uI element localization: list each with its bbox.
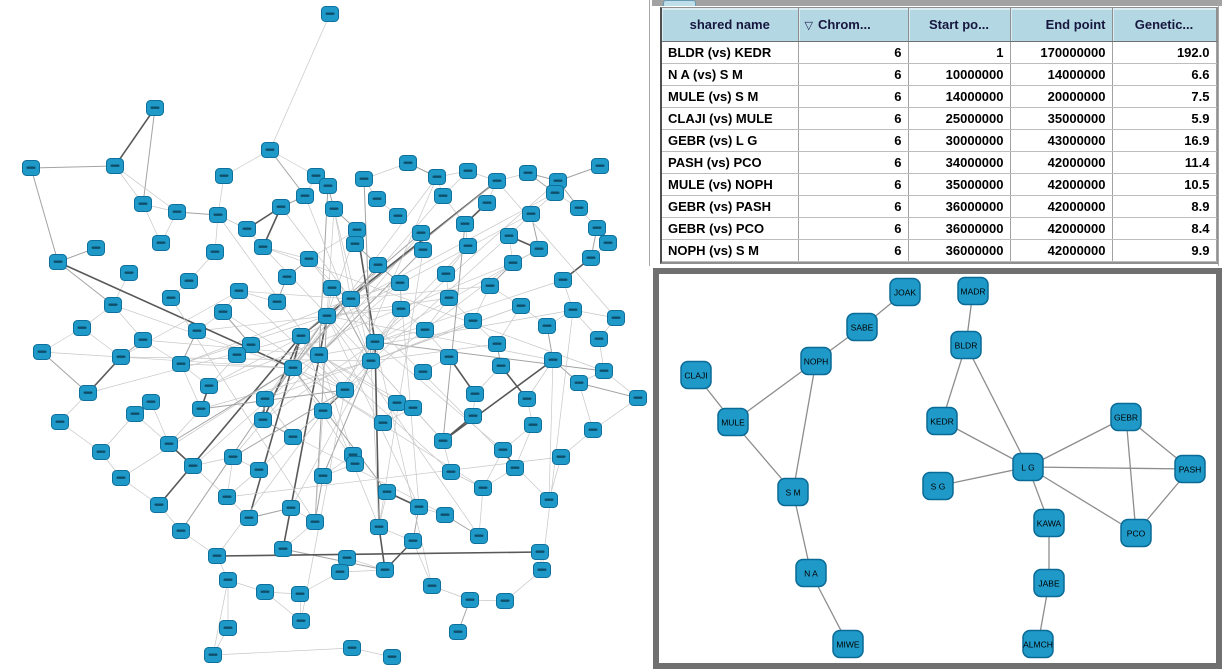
node-label-smudge — [409, 407, 418, 409]
node-label-smudge — [367, 360, 376, 362]
node-label-smudge — [486, 285, 495, 287]
node-label-smudge — [371, 341, 380, 343]
node-label-smudge — [151, 107, 160, 109]
network-edge — [213, 580, 228, 655]
column-header-genetic---[interactable]: Genetic... — [1112, 8, 1216, 42]
node-label-smudge — [360, 178, 369, 180]
node-label-smudge — [439, 440, 448, 442]
node-label-smudge — [499, 449, 508, 451]
table-body — [662, 42, 1216, 262]
node-label-smudge — [189, 465, 198, 467]
node-label-smudge — [301, 195, 310, 197]
network-edge — [542, 310, 573, 570]
node-label-smudge — [428, 585, 437, 587]
node-label-smudge — [97, 451, 106, 453]
network-node-label: MULE — [721, 417, 745, 428]
network-node-label: GEBR — [1113, 412, 1139, 423]
table-cell[interactable]: GEBR (vs) L G — [662, 130, 798, 152]
node-label-smudge — [289, 367, 298, 369]
node-label-smudge — [569, 309, 578, 311]
node-label-smudge — [261, 591, 270, 593]
table-cell[interactable]: MULE (vs) NOPH — [662, 174, 798, 196]
subnetwork-panel[interactable] — [653, 268, 1222, 669]
table-cell[interactable]: 10000000 — [908, 64, 1010, 86]
node-label-smudge — [326, 13, 335, 15]
network-edge — [319, 355, 397, 403]
node-label-smudge — [575, 382, 584, 384]
node-label-smudge — [324, 185, 333, 187]
node-label-smudge — [596, 165, 605, 167]
table-right-border — [1218, 0, 1219, 266]
table-cell[interactable]: 1 — [908, 42, 1010, 64]
node-label-smudge — [394, 215, 403, 217]
edge-attribute-table — [660, 7, 1218, 264]
node-label-smudge — [351, 243, 360, 245]
table-cell[interactable]: PASH (vs) PCO — [662, 152, 798, 174]
network-node-label: MADR — [960, 286, 986, 297]
network-edge — [497, 181, 616, 318]
node-label-smudge — [559, 279, 568, 281]
node-label-smudge — [330, 208, 339, 210]
table-cell[interactable]: 35000000 — [1010, 108, 1112, 130]
node-label-smudge — [125, 272, 134, 274]
node-label-smudge — [475, 535, 484, 537]
table-row[interactable] — [662, 64, 1216, 86]
node-label-smudge — [111, 165, 120, 167]
node-label-smudge — [551, 192, 560, 194]
node-label-smudge — [471, 393, 480, 395]
node-label-smudge — [575, 207, 584, 209]
node-label-smudge — [247, 344, 256, 346]
node-label-smudge — [464, 245, 473, 247]
node-label-smudge — [273, 301, 282, 303]
node-label-smudge — [404, 162, 413, 164]
node-label-smudge — [493, 343, 502, 345]
node-label-smudge — [353, 229, 362, 231]
table-cell[interactable]: 170000000 — [1010, 42, 1112, 64]
node-label-smudge — [524, 172, 533, 174]
table-row[interactable] — [662, 240, 1216, 262]
table-row[interactable] — [662, 196, 1216, 218]
node-label-smudge — [220, 175, 229, 177]
node-label-smudge — [396, 282, 405, 284]
table-cell[interactable]: 14000000 — [908, 86, 1010, 108]
node-label-smudge — [419, 371, 428, 373]
table-row[interactable] — [662, 218, 1216, 240]
table-cell[interactable]: CLAJI (vs) MULE — [662, 108, 798, 130]
column-header-shared-name[interactable]: shared name — [662, 8, 798, 42]
network-edge — [42, 352, 293, 368]
table-cell[interactable]: 43000000 — [1010, 130, 1112, 152]
node-label-smudge — [219, 311, 228, 313]
network-node-label: ALMCH — [1023, 639, 1053, 650]
network-edge — [549, 360, 553, 500]
node-label-smudge — [165, 443, 174, 445]
network-node-label: PASH — [1178, 464, 1202, 475]
node-label-smudge — [213, 555, 222, 557]
table-cell[interactable]: 6 — [798, 86, 908, 108]
node-label-smudge — [38, 351, 47, 353]
node-label-smudge — [177, 363, 186, 365]
table-cell[interactable]: 6 — [798, 42, 908, 64]
node-label-smudge — [289, 436, 298, 438]
table-cell[interactable]: MULE (vs) S M — [662, 86, 798, 108]
node-label-smudge — [117, 477, 126, 479]
node-label-smudge — [379, 422, 388, 424]
node-label-smudge — [209, 654, 218, 656]
table-row[interactable] — [662, 152, 1216, 174]
network-node-label: N A — [804, 568, 818, 579]
node-label-smudge — [483, 202, 492, 204]
node-label-smudge — [235, 290, 244, 292]
table-cell[interactable]: 9.9 — [1112, 240, 1216, 262]
node-label-smudge — [501, 600, 510, 602]
node-label-smudge — [433, 176, 442, 178]
table-cell[interactable]: 42000000 — [1010, 196, 1112, 218]
network-node-label: CLAJI — [684, 370, 708, 381]
node-label-smudge — [554, 180, 563, 182]
table-row[interactable] — [662, 108, 1216, 130]
table-cell[interactable]: 6 — [798, 108, 908, 130]
node-label-smudge — [224, 627, 233, 629]
network-node-label: JOAK — [893, 287, 917, 298]
filter-icon[interactable]: ▽ — [804, 20, 813, 32]
node-label-smudge — [445, 356, 454, 358]
column-header-end-point[interactable]: End point — [1010, 8, 1112, 42]
node-label-smudge — [167, 297, 176, 299]
node-label-smudge — [374, 264, 383, 266]
node-label-smudge — [348, 647, 357, 649]
table-cell[interactable]: 14000000 — [1010, 64, 1112, 86]
horizontal-scrollbar-thumb[interactable] — [663, 0, 696, 6]
table-cell[interactable]: 6 — [798, 152, 908, 174]
table-cell[interactable]: BLDR (vs) KEDR — [662, 42, 798, 64]
horizontal-scrollbar-track — [652, 0, 1222, 6]
network-edge — [263, 336, 301, 420]
table-cell[interactable]: 8.4 — [1112, 218, 1216, 240]
panel-divider — [649, 0, 650, 266]
node-label-smudge — [509, 262, 518, 264]
network-node-label: JABE — [1038, 578, 1060, 589]
network-edge — [793, 361, 816, 492]
network-node-label: PCO — [1126, 528, 1146, 539]
table-cell[interactable]: 34000000 — [908, 152, 1010, 174]
network-edge — [233, 355, 319, 457]
node-label-smudge — [193, 330, 202, 332]
node-label-smudge — [454, 631, 463, 633]
network-edge — [1126, 417, 1136, 533]
node-label-smudge — [177, 530, 186, 532]
node-label-smudge — [56, 421, 65, 423]
node-label-smudge — [493, 180, 502, 182]
node-label-smudge — [211, 251, 220, 253]
table-row[interactable] — [662, 174, 1216, 196]
subnetwork-svg[interactable] — [659, 274, 1216, 663]
node-label-smudge — [587, 257, 596, 259]
node-label-smudge — [224, 579, 233, 581]
table-cell[interactable]: GEBR (vs) PASH — [662, 196, 798, 218]
network-edge — [1028, 467, 1190, 469]
node-label-smudge — [259, 246, 268, 248]
node-label-smudge — [173, 211, 182, 213]
table-cell[interactable]: 6 — [798, 174, 908, 196]
node-label-smudge — [543, 325, 552, 327]
network-node-label: MIWE — [836, 639, 860, 650]
table-cell[interactable]: 192.0 — [1112, 42, 1216, 64]
node-label-smudge — [283, 276, 292, 278]
node-label-smudge — [527, 213, 536, 215]
node-label-smudge — [328, 287, 337, 289]
node-label-smudge — [536, 551, 545, 553]
table-cell[interactable]: 36000000 — [908, 196, 1010, 218]
node-label-smudge — [157, 242, 166, 244]
network-edge — [315, 411, 323, 522]
node-label-smudge — [305, 258, 314, 260]
network-edge — [371, 344, 497, 361]
table-row[interactable] — [662, 42, 1216, 64]
node-label-smudge — [589, 429, 598, 431]
table-row[interactable] — [662, 86, 1216, 108]
node-label-smudge — [319, 475, 328, 477]
network-node-label: S G — [930, 481, 946, 492]
node-label-smudge — [535, 248, 544, 250]
table-cell[interactable]: 6 — [798, 64, 908, 86]
node-label-smudge — [393, 402, 402, 404]
node-label-smudge — [517, 305, 526, 307]
table-cell[interactable]: 20000000 — [1010, 86, 1112, 108]
node-label-smudge — [466, 599, 475, 601]
node-label-smudge — [259, 419, 268, 421]
node-label-smudge — [223, 496, 232, 498]
node-label-smudge — [523, 398, 532, 400]
node-label-smudge — [417, 232, 426, 234]
node-label-smudge — [505, 235, 514, 237]
table-cell[interactable]: 42000000 — [1010, 152, 1112, 174]
node-label-smudge — [421, 329, 430, 331]
node-label-smudge — [351, 463, 360, 465]
table-cell[interactable]: 6 — [798, 218, 908, 240]
network-node-label: L G — [1021, 462, 1035, 473]
node-label-smudge — [383, 491, 392, 493]
table-cell[interactable]: N A (vs) S M — [662, 64, 798, 86]
node-label-smudge — [139, 203, 148, 205]
node-label-smudge — [214, 214, 223, 216]
node-label-smudge — [442, 273, 451, 275]
node-label-smudge — [612, 317, 621, 319]
table-cell[interactable]: 36000000 — [908, 240, 1010, 262]
table-cell[interactable]: 8.9 — [1112, 196, 1216, 218]
node-label-smudge — [131, 413, 140, 415]
node-label-smudge — [336, 571, 345, 573]
network-node-label: NOPH — [803, 356, 829, 367]
node-label-smudge — [600, 370, 609, 372]
node-label-smudge — [84, 392, 93, 394]
node-label-smudge — [323, 315, 332, 317]
node-label-smudge — [205, 385, 214, 387]
node-label-smudge — [461, 223, 470, 225]
table-cell[interactable]: 35000000 — [908, 174, 1010, 196]
network-edge — [270, 14, 330, 150]
node-label-smudge — [315, 354, 324, 356]
node-label-smudge — [373, 198, 382, 200]
node-label-smudge — [185, 280, 194, 282]
network-node-label: S M — [785, 487, 801, 498]
table-cell[interactable]: 6 — [798, 130, 908, 152]
column-header-start-po---[interactable]: Start po... — [908, 8, 1010, 42]
table-cell[interactable]: 42000000 — [1010, 218, 1112, 240]
column-header-chrom---[interactable]: ▽ Chrom... — [798, 8, 908, 42]
network-edge — [966, 345, 1028, 467]
network-node-label: SABE — [850, 322, 874, 333]
node-label-smudge — [341, 389, 350, 391]
node-label-smudge — [388, 656, 397, 658]
node-label-smudge — [261, 398, 270, 400]
node-label-smudge — [343, 557, 352, 559]
node-label-smudge — [109, 304, 118, 306]
table-cell[interactable]: 6 — [798, 240, 908, 262]
table-cell[interactable]: 6 — [798, 196, 908, 218]
table-cell[interactable]: 11.4 — [1112, 152, 1216, 174]
table-cell[interactable]: 36000000 — [908, 218, 1010, 240]
table-cell[interactable]: GEBR (vs) PCO — [662, 218, 798, 240]
node-label-smudge — [311, 521, 320, 523]
node-label-smudge — [447, 471, 456, 473]
node-label-smudge — [287, 507, 296, 509]
node-label-smudge — [92, 247, 101, 249]
node-label-smudge — [297, 620, 306, 622]
node-label-smudge — [634, 397, 643, 399]
node-label-smudge — [279, 548, 288, 550]
node-label-smudge — [593, 227, 602, 229]
node-label-smudge — [381, 569, 390, 571]
node-label-smudge — [604, 242, 613, 244]
node-label-smudge — [419, 249, 428, 251]
table-cell[interactable]: 42000000 — [1010, 240, 1112, 262]
network-node-label: BLDR — [954, 340, 978, 351]
node-label-smudge — [511, 467, 520, 469]
network-edge — [217, 552, 540, 556]
node-label-smudge — [78, 327, 87, 329]
node-label-smudge — [233, 354, 242, 356]
node-label-smudge — [139, 339, 148, 341]
node-label-smudge — [312, 175, 321, 177]
table-cell[interactable]: NOPH (vs) S M — [662, 240, 798, 262]
table-cell[interactable]: 10.5 — [1112, 174, 1216, 196]
node-label-smudge — [297, 335, 306, 337]
node-label-smudge — [229, 456, 238, 458]
node-label-smudge — [545, 499, 554, 501]
node-label-smudge — [155, 504, 164, 506]
node-label-smudge — [277, 206, 286, 208]
network-edge — [213, 648, 352, 655]
node-label-smudge — [557, 456, 566, 458]
node-label-smudge — [415, 506, 424, 508]
table-cell[interactable]: 42000000 — [1010, 174, 1112, 196]
node-label-smudge — [54, 261, 63, 263]
node-label-smudge — [409, 540, 418, 542]
network-edge — [233, 390, 345, 457]
table-cell[interactable]: 30000000 — [908, 130, 1010, 152]
node-label-smudge — [117, 356, 126, 358]
node-label-smudge — [479, 487, 488, 489]
table-cell[interactable]: 16.9 — [1112, 130, 1216, 152]
node-label-smudge — [245, 517, 254, 519]
node-label-smudge — [441, 514, 450, 516]
node-label-smudge — [27, 167, 36, 169]
node-label-smudge — [375, 526, 384, 528]
node-label-smudge — [595, 338, 604, 340]
node-label-smudge — [296, 593, 305, 595]
table-cell[interactable]: 6.6 — [1112, 64, 1216, 86]
table-cell[interactable]: 25000000 — [908, 108, 1010, 130]
table-cell[interactable]: 5.9 — [1112, 108, 1216, 130]
node-label-smudge — [469, 320, 478, 322]
node-label-smudge — [349, 454, 358, 456]
node-label-smudge — [529, 424, 538, 426]
node-label-smudge — [243, 228, 252, 230]
table-header-row — [662, 8, 1216, 42]
node-label-smudge — [147, 401, 156, 403]
node-label-smudge — [197, 408, 206, 410]
node-label-smudge — [255, 469, 264, 471]
node-label-smudge — [319, 410, 328, 412]
network-edge — [31, 168, 58, 262]
node-label-smudge — [469, 415, 478, 417]
node-label-smudge — [497, 365, 506, 367]
node-label-smudge — [464, 170, 473, 172]
node-label-smudge — [439, 195, 448, 197]
table-row[interactable] — [662, 130, 1216, 152]
node-label-smudge — [538, 569, 547, 571]
node-label-smudge — [549, 359, 558, 361]
node-label-smudge — [266, 149, 275, 151]
table-cell[interactable]: 7.5 — [1112, 86, 1216, 108]
network-node-label: KEDR — [930, 416, 954, 427]
node-label-smudge — [397, 308, 406, 310]
node-label-smudge — [445, 297, 454, 299]
node-label-smudge — [347, 298, 356, 300]
network-edge — [31, 166, 115, 168]
network-node-label: KAWA — [1036, 518, 1062, 529]
